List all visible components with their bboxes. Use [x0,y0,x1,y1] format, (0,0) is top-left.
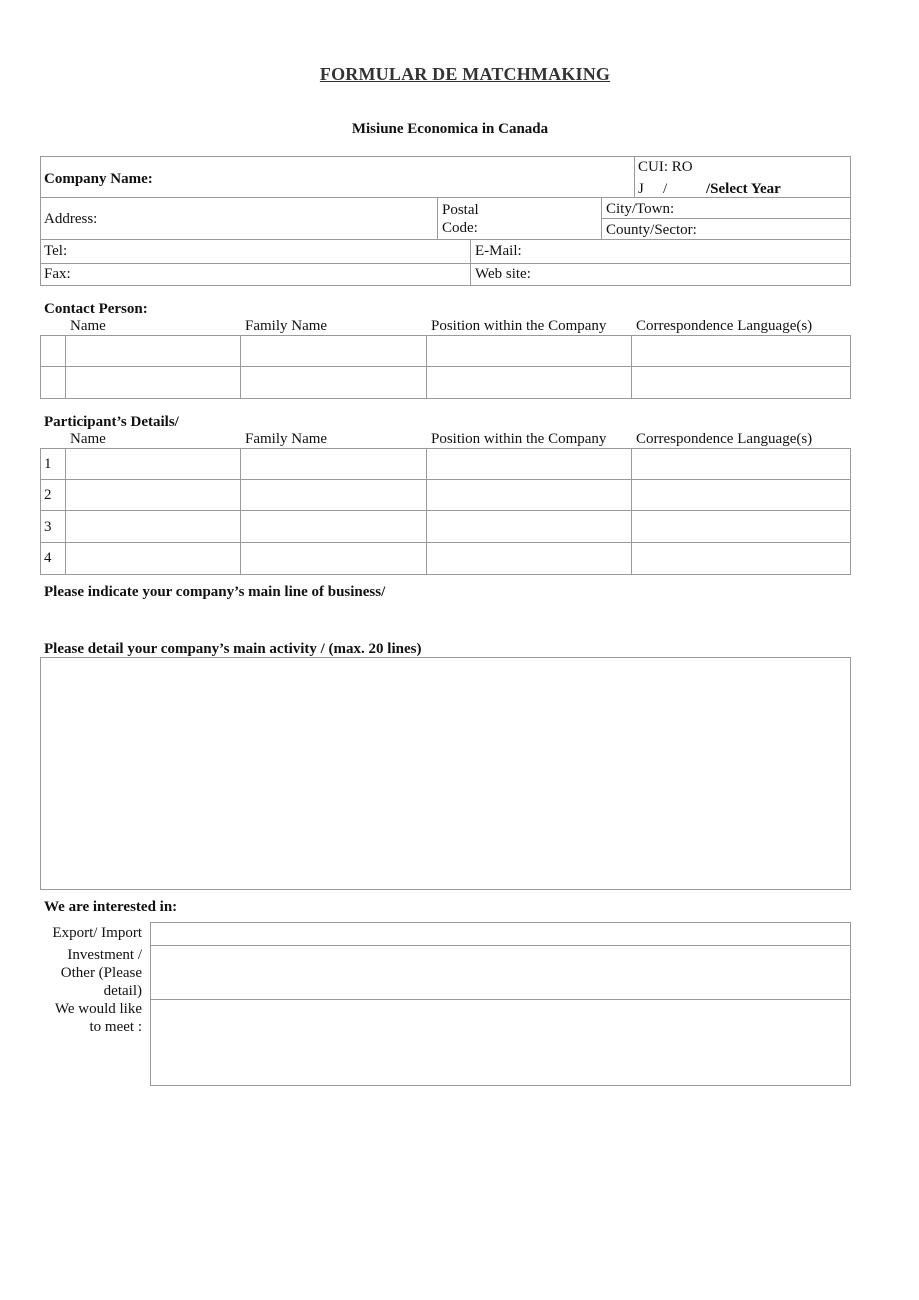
table-row[interactable] [66,480,850,509]
contact-col-name: Name [70,318,106,334]
main-line-of-business-field[interactable] [400,582,850,602]
table-row[interactable] [66,367,850,397]
registry-slash: / [663,181,668,197]
contact-col-language: Correspondence Language(s) [636,318,813,334]
page-title: FORMULAR DE MATCHMAKING [319,64,611,84]
participants-heading: Participant’s Details/ [44,414,179,430]
registry-j-label: J [638,181,644,197]
main-activity-textarea[interactable] [40,657,851,890]
participants-col-name: Name [70,431,106,447]
investment-label-line3: detail) [103,983,142,999]
fax-label: Fax: [44,266,71,282]
county-label: County/Sector: [606,222,697,238]
participant-row-number: 1 [44,456,52,472]
table-row[interactable] [66,511,850,541]
website-field[interactable] [538,265,846,284]
select-year-dropdown[interactable]: /Select Year [706,181,781,197]
contact-col-position: Position within the Company [431,318,607,334]
participant-row-number: 2 [44,487,52,503]
export-import-field[interactable] [151,923,850,944]
main-line-of-business-label: Please indicate your company’s main line of business/ [44,584,386,600]
meet-label-line2: to meet : [89,1019,142,1035]
participant-row-number: 4 [44,550,52,566]
table-row[interactable] [66,336,850,365]
county-field[interactable] [702,220,847,238]
cui-field[interactable] [698,158,846,176]
company-name-field[interactable] [160,160,630,194]
meet-label-line1: We would like [54,1001,142,1017]
page-subtitle: Misiune Economica in Canada [351,121,549,137]
participants-col-position: Position within the Company [431,431,607,447]
fax-field[interactable] [74,265,466,284]
website-label: Web site: [475,266,531,282]
city-field[interactable] [682,199,847,217]
tel-field[interactable] [74,241,466,261]
interests-heading: We are interested in: [44,899,178,915]
email-field[interactable] [528,241,846,261]
company-name-label: Company Name: [44,171,153,187]
cui-label: CUI: RO [638,159,693,175]
postal-code-label-line1: Postal [442,202,479,218]
main-activity-label: Please detail your company’s main activity / (max. 20 lines) [44,641,422,657]
table-row[interactable] [66,543,850,574]
city-label: City/Town: [606,201,675,217]
investment-label-line2: Other (Please [60,965,142,981]
address-label: Address: [44,211,98,227]
investment-label-line1: Investment / [67,947,142,963]
email-label: E-Mail: [475,243,522,259]
address-field[interactable] [104,200,434,236]
participant-row-number: 3 [44,519,52,535]
participants-col-language: Correspondence Language(s) [636,431,813,447]
table-row[interactable] [66,449,850,478]
meet-field[interactable] [151,1000,850,1085]
investment-field[interactable] [151,946,850,998]
postal-code-field[interactable] [486,200,598,236]
contact-person-heading: Contact Person: [44,301,148,317]
contact-col-family-name: Family Name [245,318,328,334]
tel-label: Tel: [44,243,68,259]
postal-code-label-line2: Code: [442,220,478,236]
export-import-label: Export/ Import [52,925,142,941]
participants-col-family-name: Family Name [245,431,328,447]
